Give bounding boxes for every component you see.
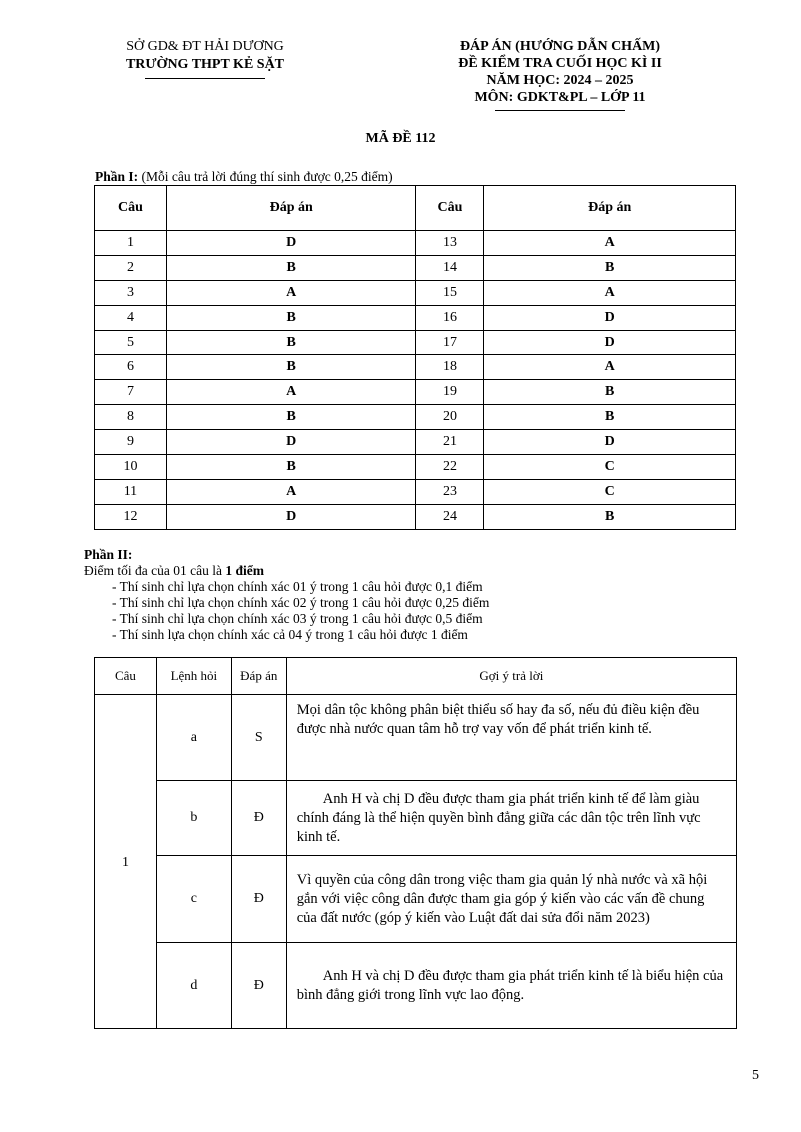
table-row — [95, 695, 737, 781]
table-row — [95, 280, 736, 305]
header-right — [420, 38, 700, 111]
question-cell: 15 — [416, 280, 484, 305]
col-question-header: Câu — [95, 186, 167, 231]
col-answer-header: Đáp án — [231, 658, 286, 695]
header-right-rule — [495, 110, 625, 111]
answer-cell: S — [231, 695, 286, 781]
question-cell: 21 — [416, 430, 484, 455]
answer-cell: D — [484, 330, 736, 355]
question-cell: 10 — [95, 455, 167, 480]
question-cell: 12 — [95, 504, 167, 529]
question-cell: 20 — [416, 405, 484, 430]
question-cell: 2 — [95, 255, 167, 280]
command-cell: c — [156, 856, 231, 943]
exam-code: MÃ ĐỀ 112 — [365, 131, 436, 146]
answer-cell: D — [166, 231, 416, 256]
doc-title: ĐÁP ÁN (HƯỚNG DẪN CHẤM) — [459, 39, 661, 54]
col-hint-header: Gợi ý trả lời — [286, 658, 736, 695]
question-number: 1 — [95, 695, 157, 1029]
answer-cell: A — [166, 479, 416, 504]
table-row — [95, 479, 736, 504]
table-row — [95, 305, 736, 330]
question-cell: 18 — [416, 355, 484, 380]
part2-answer-table — [94, 657, 737, 1029]
table-row — [95, 255, 736, 280]
table-row — [95, 405, 736, 430]
question-cell: 19 — [416, 380, 484, 405]
answer-cell: B — [166, 305, 416, 330]
answer-cell: D — [166, 504, 416, 529]
answer-cell: B — [166, 405, 416, 430]
answer-cell: C — [484, 479, 736, 504]
part1-title — [95, 169, 393, 185]
answer-cell: Đ — [231, 943, 286, 1029]
question-cell: 6 — [95, 355, 167, 380]
school-name: TRƯỜNG THPT KẺ SẶT — [125, 57, 285, 72]
scoring-rule: - Thí sinh chỉ lựa chọn chính xác 01 ý trong 1 câu hỏi được 0,1 điểm — [112, 579, 483, 594]
table-row — [95, 504, 736, 529]
table-row — [95, 455, 736, 480]
col-question-header: Câu — [416, 186, 484, 231]
question-cell: 3 — [95, 280, 167, 305]
table-row — [95, 781, 737, 856]
table-row — [95, 943, 737, 1029]
answer-cell: B — [484, 255, 736, 280]
table-row — [95, 330, 736, 355]
header-left-rule — [145, 78, 265, 79]
hint-cell: Anh H và chị D đều được tham gia phát triển kinh tế là biểu hiện của bình đẳng giới trong lĩnh vực lao động. — [286, 943, 736, 1029]
table-row — [95, 856, 737, 943]
answer-cell: Đ — [231, 856, 286, 943]
table-row — [95, 231, 736, 256]
question-cell: 5 — [95, 330, 167, 355]
table-header-row — [95, 658, 737, 695]
answer-cell: A — [166, 280, 416, 305]
part1-answer-table — [94, 185, 736, 530]
col-answer-header: Đáp án — [484, 186, 736, 231]
command-cell: d — [156, 943, 231, 1029]
answer-cell: A — [484, 355, 736, 380]
question-cell: 7 — [95, 380, 167, 405]
col-answer-header: Đáp án — [166, 186, 416, 231]
department-name: SỞ GD& ĐT HẢI DƯƠNG — [126, 39, 284, 54]
answer-cell: B — [484, 504, 736, 529]
hint-cell: Vì quyền của công dân trong việc tham gia quản lý nhà nước và xã hội gắn với việc công dân được tham gia góp ý kiến vào các vấn đề chung của đất nước (góp ý kiến vào Luật đất dai sửa đổi năm 2023) — [286, 856, 736, 943]
question-cell: 14 — [416, 255, 484, 280]
answer-cell: B — [166, 255, 416, 280]
table-row — [95, 380, 736, 405]
scoring-rule: - Thí sinh chỉ lựa chọn chính xác 03 ý trong 1 câu hỏi được 0,5 điểm — [112, 611, 483, 626]
part2-label: Phần II: — [84, 547, 133, 562]
answer-cell: B — [166, 330, 416, 355]
subject: MÔN: GDKT&PL – LỚP 11 — [474, 90, 646, 105]
part2-intro — [84, 547, 489, 643]
question-cell: 16 — [416, 305, 484, 330]
answer-cell: D — [166, 430, 416, 455]
col-command-header: Lệnh hỏi — [156, 658, 231, 695]
answer-cell: Đ — [231, 781, 286, 856]
answer-cell: D — [484, 430, 736, 455]
scoring-rule: - Thí sinh lựa chọn chính xác cả 04 ý trong 1 câu hỏi được 1 điểm — [112, 627, 468, 642]
answer-cell: A — [484, 280, 736, 305]
question-cell: 13 — [416, 231, 484, 256]
part2-max-score: Điểm tối đa của 01 câu là 1 điểm — [84, 563, 264, 578]
question-cell: 22 — [416, 455, 484, 480]
answer-cell: A — [166, 380, 416, 405]
answer-cell: B — [484, 405, 736, 430]
question-cell: 1 — [95, 231, 167, 256]
school-year: NĂM HỌC: 2024 – 2025 — [486, 73, 634, 88]
hint-cell: Anh H và chị D đều được tham gia phát triển kinh tế để làm giàu chính đáng là thể hiện quyền bình đẳng giữa các dân tộc trên lĩnh vực kinh tế. — [286, 781, 736, 856]
exam-title: ĐỀ KIỂM TRA CUỐI HỌC KÌ II — [458, 56, 662, 71]
hint-cell: Mọi dân tộc không phân biệt thiểu số hay đa số, nếu đủ điều kiện đều được nhà nước quan tâm hỗ trợ vay vốn để phát triển kinh tế. — [286, 695, 736, 781]
scoring-rule: - Thí sinh chỉ lựa chọn chính xác 02 ý trong 1 câu hỏi được 0,25 điểm — [112, 595, 490, 610]
question-cell: 11 — [95, 479, 167, 504]
col-question-header: Câu — [95, 658, 157, 695]
table-header-row — [95, 186, 736, 231]
answer-cell: A — [484, 231, 736, 256]
table-row — [95, 430, 736, 455]
command-cell: a — [156, 695, 231, 781]
answer-cell: B — [484, 380, 736, 405]
table-row — [95, 355, 736, 380]
part1-label: Phần I: — [95, 169, 139, 184]
question-cell: 4 — [95, 305, 167, 330]
header-left — [100, 38, 310, 79]
command-cell: b — [156, 781, 231, 856]
question-cell: 8 — [95, 405, 167, 430]
answer-cell: D — [484, 305, 736, 330]
page-number: 5 — [752, 1068, 759, 1083]
question-cell: 24 — [416, 504, 484, 529]
part1-note: (Mỗi câu trả lời đúng thí sinh được 0,25 điểm) — [141, 169, 393, 184]
question-cell: 23 — [416, 479, 484, 504]
answer-cell: B — [166, 355, 416, 380]
question-cell: 17 — [416, 330, 484, 355]
answer-cell: B — [166, 455, 416, 480]
answer-cell: C — [484, 455, 736, 480]
question-cell: 9 — [95, 430, 167, 455]
